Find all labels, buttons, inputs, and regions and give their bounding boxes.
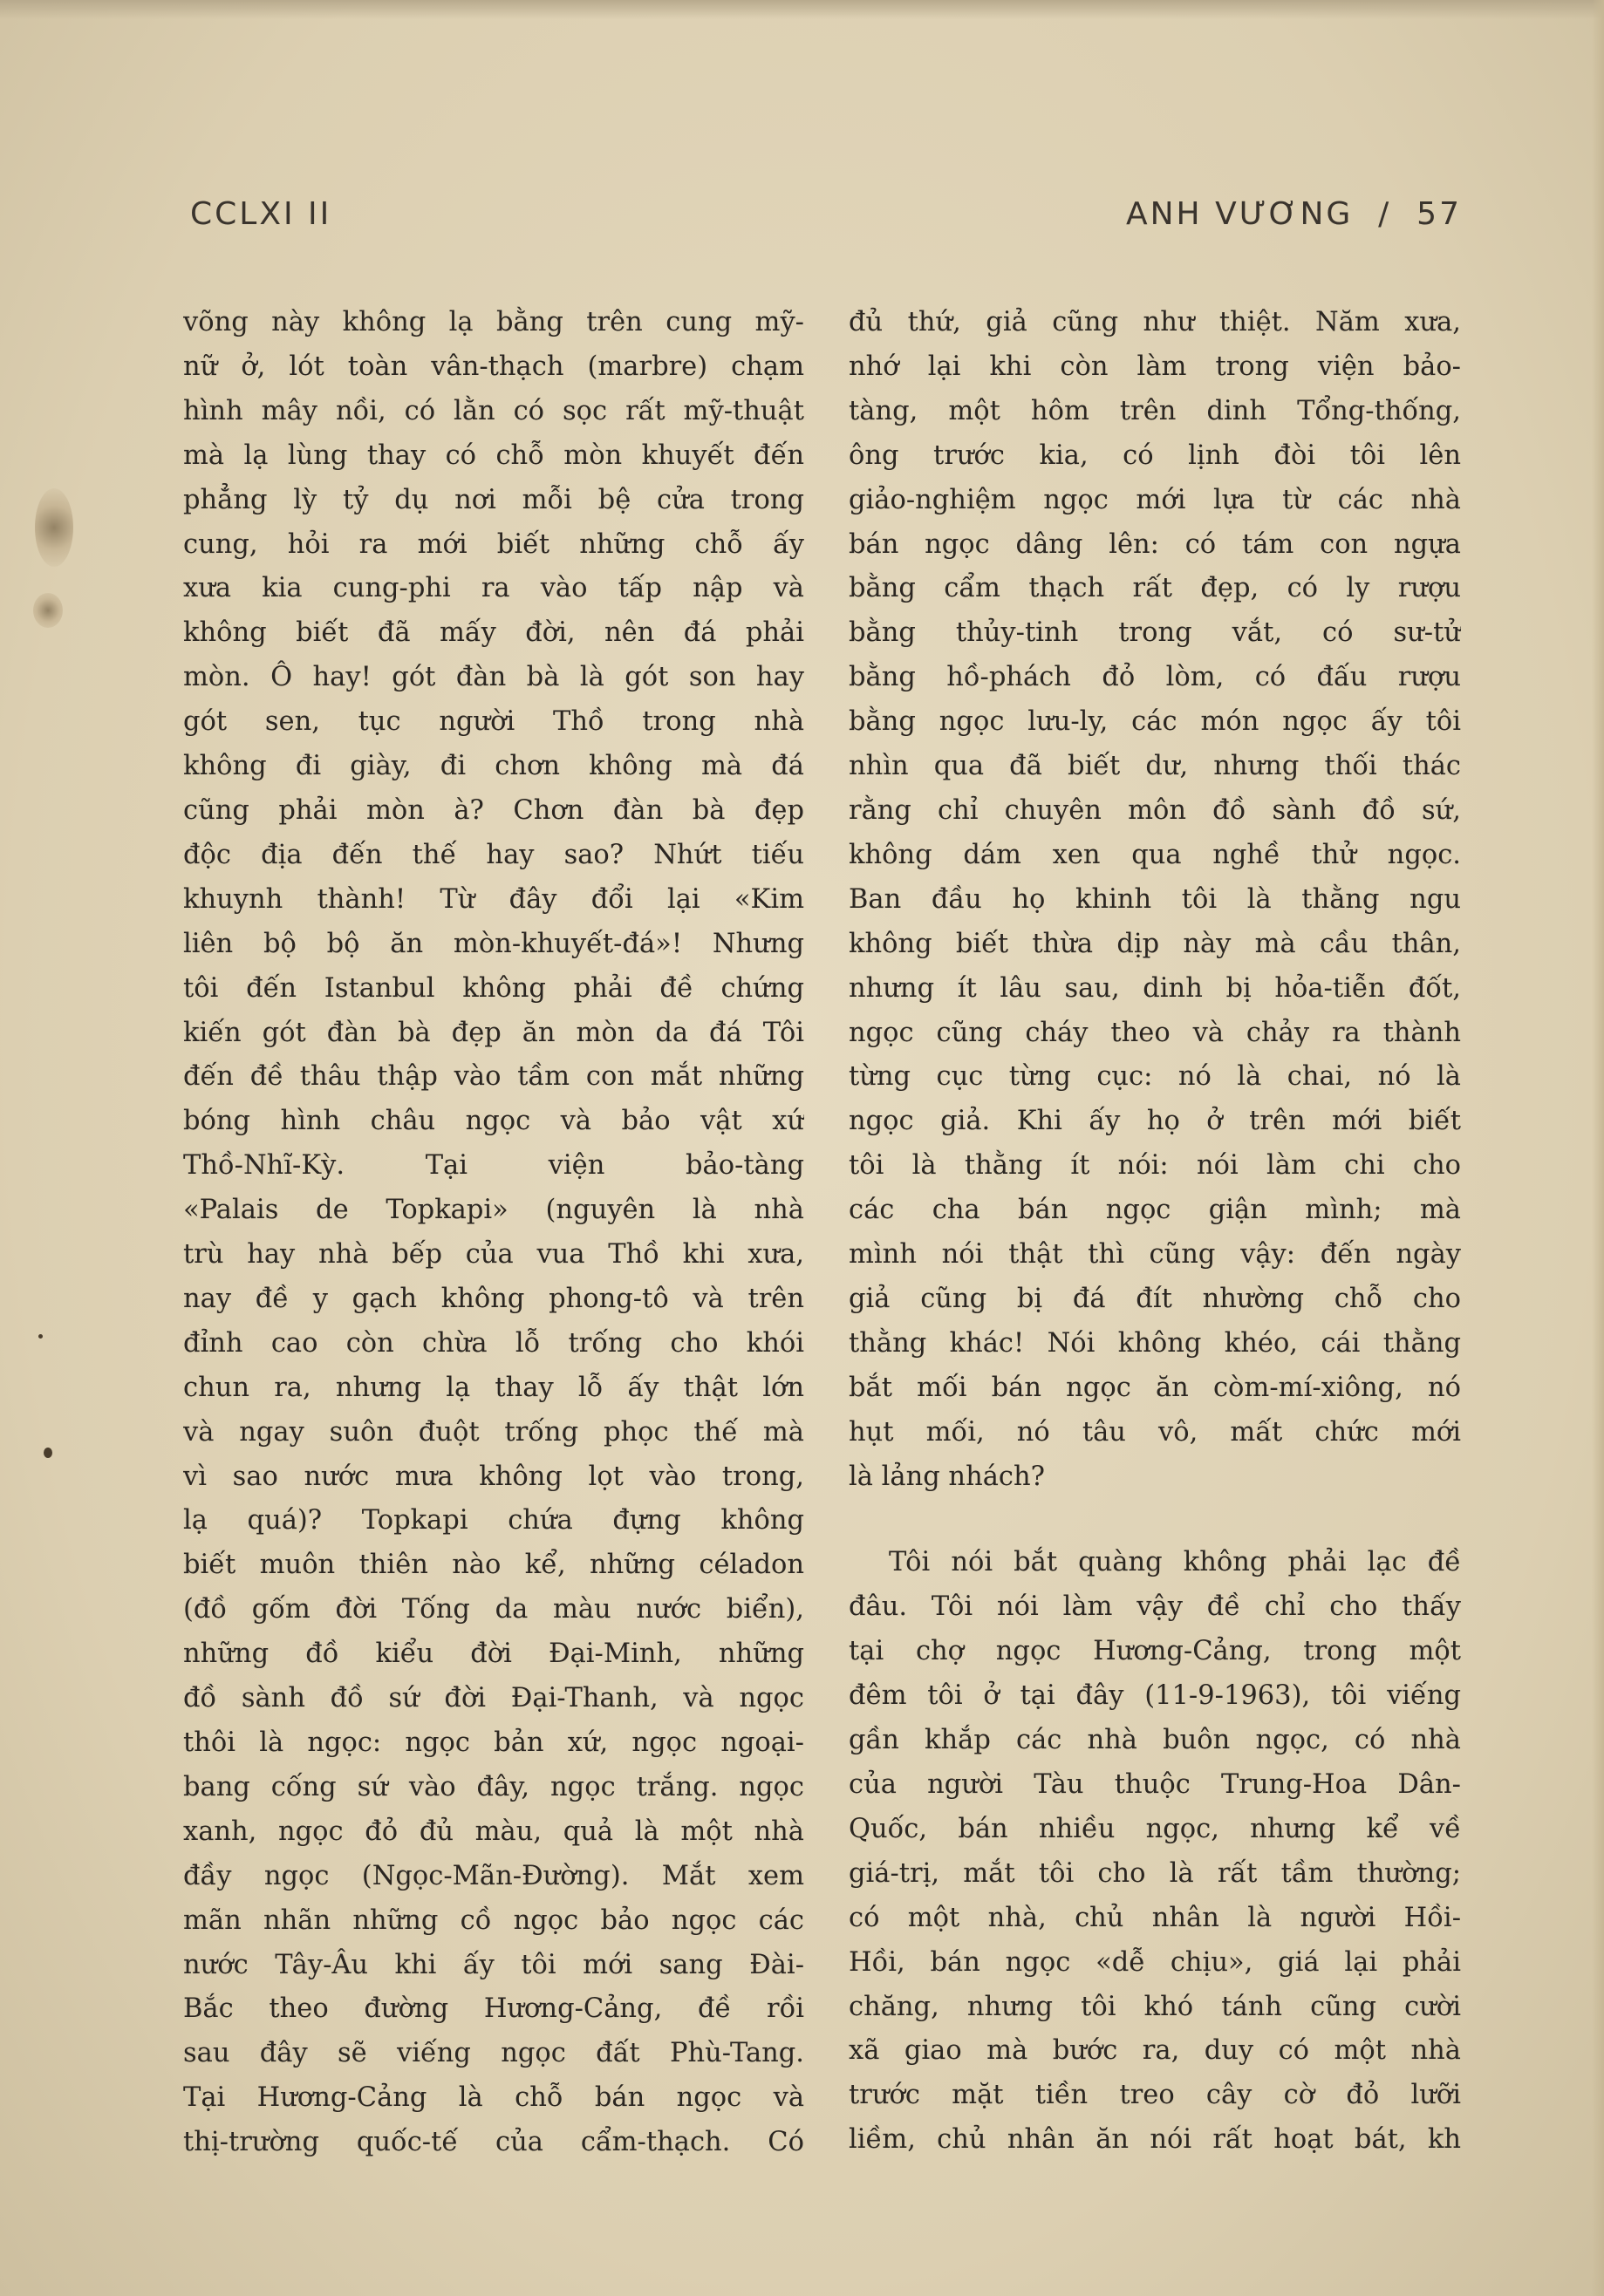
text-line: bán ngọc dâng lên: có tám con ngựa [849,528,1461,560]
text-line: (đồ gốm đời Tống da màu nước biển), [183,1594,804,1625]
text-line: ông trước kia, có lịnh đòi tôi lên [849,439,1461,471]
text-line: độc địa đến thế hay sao? Nhứt tiếu [183,839,804,870]
text-line: võng này không lạ bằng trên cung mỹ- [183,307,804,337]
text-line: gót sen, tục người Thồ trong nhà [183,706,804,738]
text-line: đến đề thâu thập vào tầm con mắt những [183,1061,804,1093]
text-line: khuynh thành! Từ đây đổi lại «Kim [183,883,804,915]
text-line: bang cống sứ vào đây, ngọc trắng. ngọc [183,1771,804,1802]
ink-stain [35,488,73,567]
text-line: không đi giày, đi chơn không mà đá [183,751,804,782]
text-line: chun ra, nhưng lạ thay lỗ ấy thật lớn [183,1372,804,1403]
text-line: Tôi nói bắt quàng không phải lạc đề [889,1547,1461,1578]
text-line: đêm tôi ở tại đây (11-9-1963), tôi viếng [849,1680,1461,1712]
text-line: bóng hình châu ngọc và bảo vật xứ [183,1106,804,1137]
header-folio-mark: CCLXI II [190,196,332,232]
text-line: bằng ngọc lưu-ly, các món ngọc ấy tôi [849,706,1461,738]
text-line: xã giao mà bước ra, duy có một nhà [849,2035,1461,2067]
text-line: những đồ kiểu đời Đại-Minh, những [183,1639,804,1670]
text-line: mà lạ lùng thay có chỗ mòn khuyết đến [183,439,804,471]
ink-spot [44,1448,52,1458]
text-line: nay đề y gạch không phong-tô và trên [183,1283,804,1314]
text-line: mòn. Ô hay! gót đàn bà là gót son hay [183,662,804,693]
text-line: vì sao nước mưa không lọt vào trong, [183,1461,804,1492]
text-column-left [183,301,804,2165]
text-line: tại chợ ngọc Hương-Cảng, trong một [849,1636,1461,1667]
text-line: bằng cẩm thạch rất đẹp, có ly rượu [849,573,1461,604]
text-line: là lảng nhách? [849,1461,1045,1492]
text-line: nhưng ít lâu sau, dinh bị hỏa-tiễn đốt, [849,972,1461,1004]
text-line: tôi đến Istanbul không phải đề chứng [183,972,804,1004]
text-line: phẳng lỳ tỷ dụ nơi mỗi bệ cửa trong [183,484,804,515]
text-line: không biết đã mấy đời, nên đá phải [183,617,804,649]
text-line: lạ quá)? Topkapi chứa đựng không [183,1505,804,1536]
text-line: Thồ-Nhĩ-Kỳ. Tại viện bảo-tàng [183,1150,804,1182]
text-line: của người Tàu thuộc Trung-Hoa Dân- [849,1769,1461,1800]
text-line: tôi là thằng ít nói: nói làm chi cho [849,1150,1461,1182]
ink-spot [38,1334,43,1339]
text-line: đầy ngọc (Ngọc-Mãn-Đường). Mắt xem [183,1860,804,1891]
text-line: thị-trường quốc-tế của cẩm-thạch. Có [183,2127,804,2158]
text-line: xanh, ngọc đỏ đủ màu, quả là một nhà [183,1816,804,1847]
text-line: cũng phải mòn à? Chơn đàn bà đẹp [183,794,804,826]
page-top-edge [0,0,1604,19]
text-line: Bắc theo đường Hương-Cảng, đề rồi [183,1993,804,2025]
running-header [190,196,1462,240]
text-line: nước Tây-Âu khi ấy tôi mới sang Đài- [183,1949,804,1980]
text-line: đủ thứ, giả cũng như thiệt. Năm xưa, [849,307,1461,337]
text-line: xưa kia cung-phi ra vào tấp nập và [183,573,804,604]
text-line: liềm, chủ nhân ăn nói rất hoạt bát, kh [849,2124,1461,2156]
header-title-page-number: ANH VƯƠNG / 57 [1126,196,1462,232]
text-line: «Palais de Topkapi» (nguyên là nhà [183,1195,804,1226]
text-line: gần khắp các nhà buôn ngọc, có nhà [849,1725,1461,1756]
text-line: thôi là ngọc: ngọc bản xứ, ngọc ngoại- [183,1727,804,1758]
text-line: không dám xen qua nghề thử ngọc. [849,839,1461,870]
text-line: chăng, nhưng tôi khó tánh cũng cười [849,1991,1461,2022]
text-line: không biết thừa dịp này mà cầu thân, [849,928,1461,959]
text-line: Tại Hương-Cảng là chỗ bán ngọc và [183,2082,804,2114]
text-line: sau đây sẽ viếng ngọc đất Phù-Tang. [183,2038,804,2069]
page-right-edge [1592,0,1604,2296]
text-line: Ban đầu họ khinh tôi là thằng ngu [849,883,1461,915]
text-line: trước mặt tiền treo cây cờ đỏ lưỡi [849,2080,1461,2111]
text-line: ngọc cũng cháy theo và chảy ra thành [849,1017,1461,1048]
text-line: đồ sành đồ sứ đời Đại-Thanh, và ngọc [183,1683,804,1714]
text-line: ngọc giả. Khi ấy họ ở trên mới biết [849,1106,1461,1137]
text-line: và ngay suôn đuột trống phọc thế mà [183,1416,804,1448]
text-line: hình mây nồi, có lằn có sọc rất mỹ-thuật [183,395,804,426]
text-line: hụt mối, nó tâu vô, mất chức mới [849,1416,1461,1448]
text-line: trù hay nhà bếp của vua Thồ khi xưa, [183,1239,804,1271]
text-line: Quốc, bán nhiều ngọc, nhưng kể về [849,1813,1461,1844]
text-line: từng cục từng cục: nó là chai, nó là [849,1061,1461,1093]
text-line: bắt mối bán ngọc ăn còm-mí-xiông, nó [849,1372,1461,1403]
text-line: có một nhà, chủ nhân là người Hồi- [849,1902,1461,1933]
text-line: kiến gót đàn bà đẹp ăn mòn da đá Tôi [183,1017,804,1048]
text-line: rằng chỉ chuyên môn đồ sành đồ sứ, [849,794,1461,826]
text-line: nhìn qua đã biết dư, nhưng thối thác [849,751,1461,782]
text-line: tàng, một hôm trên dinh Tổng-thống, [849,395,1461,426]
text-line: giá-trị, mắt tôi cho là rất tầm thường; [849,1857,1461,1889]
text-line: giảo-nghiệm ngọc mới lựa từ các nhà [849,484,1461,515]
text-line: nữ ở, lót toàn vân-thạch (marbre) chạm [183,351,804,382]
text-line: nhớ lại khi còn làm trong viện bảo- [849,351,1461,382]
text-column-right [849,301,1461,2163]
text-line: liên bộ bộ ăn mòn-khuyết-đá»! Nhưng [183,928,804,959]
text-line: đỉnh cao còn chừa lỗ trống cho khói [183,1327,804,1359]
text-line: Hồi, bán ngọc «dễ chịu», giá lại phải [849,1946,1461,1978]
text-line: biết muôn thiên nào kể, những céladon [183,1550,804,1581]
text-line: thằng khác! Nói không khéo, cái thằng [849,1327,1461,1359]
text-line: giả cũng bị đá đít nhường chỗ cho [849,1283,1461,1314]
text-line: bằng hồ-phách đỏ lòm, có đấu rượu [849,662,1461,693]
text-line: đâu. Tôi nói làm vậy đề chỉ cho thấy [849,1591,1461,1623]
text-line: mãn nhãn những cồ ngọc bảo ngọc các [183,1904,804,1936]
text-line: bằng thủy-tinh trong vắt, có sư-tử [849,617,1461,649]
ink-stain [33,593,63,628]
text-line: các cha bán ngọc giận mình; mà [849,1195,1461,1226]
paragraph-gap [849,1499,1461,1541]
text-line: cung, hỏi ra mới biết những chỗ ấy [183,528,804,560]
text-line: mình nói thật thì cũng vậy: đến ngày [849,1239,1461,1271]
